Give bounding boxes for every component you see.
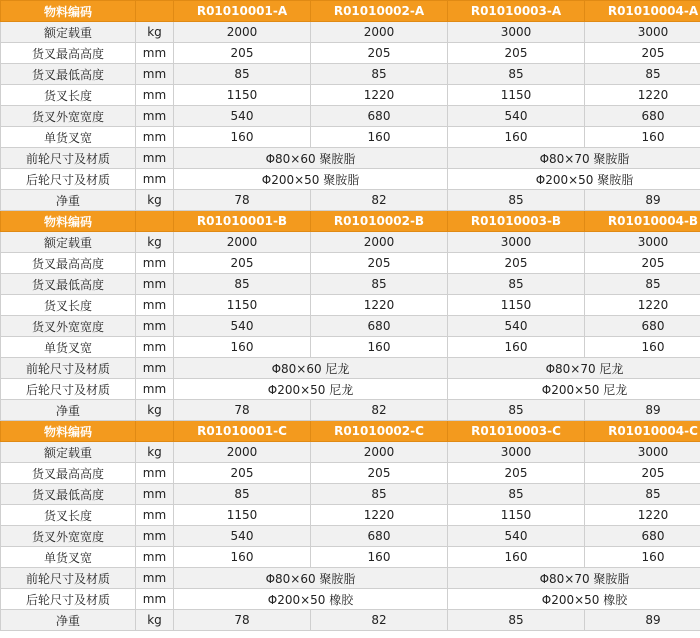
spec-value: 2000 [174, 442, 311, 463]
spec-unit: mm [136, 358, 174, 379]
spec-value: 85 [174, 64, 311, 85]
spec-value: 1220 [585, 505, 700, 526]
material-code: R01010003-A [448, 1, 585, 22]
material-code: R01010004-C [585, 421, 700, 442]
spec-value: 3000 [448, 22, 585, 43]
spec-row [1, 85, 700, 106]
spec-value-merged: Φ80×70 聚胺脂 [448, 148, 700, 169]
spec-row [1, 337, 700, 358]
header-unit-blank [136, 1, 174, 22]
spec-value: 160 [311, 337, 448, 358]
spec-value: 85 [585, 274, 700, 295]
spec-unit: mm [136, 526, 174, 547]
spec-value: 160 [174, 127, 311, 148]
spec-value: 1220 [585, 295, 700, 316]
spec-value: 3000 [585, 22, 700, 43]
material-code: R01010002-C [311, 421, 448, 442]
spec-row [1, 190, 700, 211]
spec-row [1, 106, 700, 127]
spec-value: 160 [585, 127, 700, 148]
spec-value: 540 [448, 526, 585, 547]
spec-value: 160 [448, 127, 585, 148]
spec-value: 85 [448, 400, 585, 421]
spec-unit: mm [136, 589, 174, 610]
spec-row [1, 484, 700, 505]
spec-name: 额定载重 [1, 22, 136, 43]
spec-value: 160 [174, 547, 311, 568]
spec-value: 205 [311, 43, 448, 64]
spec-name: 单货叉宽 [1, 547, 136, 568]
header-label: 物料编码 [1, 211, 136, 232]
spec-value: 540 [174, 106, 311, 127]
spec-value: 89 [585, 400, 700, 421]
spec-value: 1150 [448, 85, 585, 106]
spec-name: 货叉长度 [1, 85, 136, 106]
spec-name: 货叉外宽宽度 [1, 316, 136, 337]
spec-unit: kg [136, 610, 174, 631]
spec-value: 205 [174, 253, 311, 274]
spec-value: 85 [448, 484, 585, 505]
spec-value-merged: Φ200×50 聚胺脂 [174, 169, 448, 190]
spec-value: 82 [311, 610, 448, 631]
spec-value: 680 [585, 526, 700, 547]
spec-unit: kg [136, 232, 174, 253]
spec-unit: kg [136, 400, 174, 421]
header-row [1, 211, 700, 232]
spec-value: 680 [311, 106, 448, 127]
spec-name: 前轮尺寸及材质 [1, 568, 136, 589]
spec-value: 205 [448, 43, 585, 64]
spec-value: 205 [448, 463, 585, 484]
spec-value: 1150 [448, 295, 585, 316]
spec-value: 680 [311, 526, 448, 547]
spec-row [1, 274, 700, 295]
spec-value: 2000 [311, 232, 448, 253]
spec-unit: mm [136, 463, 174, 484]
material-code: R01010001-B [174, 211, 311, 232]
spec-value: 85 [448, 610, 585, 631]
spec-value: 1150 [448, 505, 585, 526]
spec-name: 前轮尺寸及材质 [1, 148, 136, 169]
spec-unit: mm [136, 568, 174, 589]
spec-value: 85 [585, 484, 700, 505]
spec-row [1, 463, 700, 484]
spec-name: 货叉最低高度 [1, 484, 136, 505]
spec-name: 后轮尺寸及材质 [1, 379, 136, 400]
spec-name: 货叉最高高度 [1, 43, 136, 64]
spec-unit: mm [136, 547, 174, 568]
spec-row [1, 442, 700, 463]
spec-name: 后轮尺寸及材质 [1, 169, 136, 190]
spec-value-merged: Φ80×70 聚胺脂 [448, 568, 700, 589]
material-code: R01010002-B [311, 211, 448, 232]
spec-name: 单货叉宽 [1, 337, 136, 358]
spec-value: 85 [174, 484, 311, 505]
material-code: R01010001-A [174, 1, 311, 22]
spec-unit: mm [136, 274, 174, 295]
spec-value-merged: Φ80×60 聚胺脂 [174, 568, 448, 589]
spec-unit: mm [136, 253, 174, 274]
spec-value: 205 [585, 253, 700, 274]
material-code: R01010004-A [585, 1, 700, 22]
spec-value: 1220 [311, 295, 448, 316]
spec-value: 160 [448, 337, 585, 358]
spec-value: 85 [585, 64, 700, 85]
spec-value-merged: Φ80×60 尼龙 [174, 358, 448, 379]
spec-value: 3000 [448, 442, 585, 463]
spec-value: 160 [311, 547, 448, 568]
spec-row [1, 547, 700, 568]
spec-name: 单货叉宽 [1, 127, 136, 148]
spec-value: 680 [311, 316, 448, 337]
spec-value: 85 [448, 190, 585, 211]
spec-value: 160 [174, 337, 311, 358]
spec-value: 78 [174, 610, 311, 631]
spec-value: 82 [311, 190, 448, 211]
spec-unit: mm [136, 295, 174, 316]
spec-value: 1220 [585, 85, 700, 106]
spec-unit: mm [136, 64, 174, 85]
spec-unit: kg [136, 22, 174, 43]
spec-unit: mm [136, 505, 174, 526]
spec-row [1, 610, 700, 631]
header-unit-blank [136, 421, 174, 442]
header-label: 物料编码 [1, 421, 136, 442]
spec-value: 205 [585, 463, 700, 484]
spec-row [1, 400, 700, 421]
material-code: R01010004-B [585, 211, 700, 232]
spec-value: 78 [174, 190, 311, 211]
header-row [1, 421, 700, 442]
spec-value: 85 [311, 484, 448, 505]
material-code: R01010002-A [311, 1, 448, 22]
spec-unit: mm [136, 43, 174, 64]
spec-row [1, 295, 700, 316]
spec-value: 3000 [585, 232, 700, 253]
spec-name: 货叉长度 [1, 505, 136, 526]
spec-value: 85 [448, 274, 585, 295]
spec-row [1, 127, 700, 148]
spec-value-merged: Φ200×50 尼龙 [174, 379, 448, 400]
spec-value: 85 [311, 64, 448, 85]
spec-name: 货叉外宽宽度 [1, 106, 136, 127]
spec-name: 货叉外宽宽度 [1, 526, 136, 547]
spec-value: 205 [311, 253, 448, 274]
spec-unit: mm [136, 484, 174, 505]
spec-unit: mm [136, 379, 174, 400]
spec-row [1, 316, 700, 337]
spec-value: 1150 [174, 295, 311, 316]
spec-value: 160 [448, 547, 585, 568]
spec-value: 205 [448, 253, 585, 274]
spec-name: 货叉最高高度 [1, 253, 136, 274]
spec-value: 85 [174, 274, 311, 295]
spec-row [1, 379, 700, 400]
spec-name: 额定载重 [1, 232, 136, 253]
spec-name: 后轮尺寸及材质 [1, 589, 136, 610]
spec-row [1, 253, 700, 274]
spec-value: 1220 [311, 505, 448, 526]
spec-name: 货叉长度 [1, 295, 136, 316]
spec-row [1, 43, 700, 64]
spec-unit: mm [136, 127, 174, 148]
material-code: R01010003-C [448, 421, 585, 442]
spec-value: 160 [585, 337, 700, 358]
spec-value: 680 [585, 316, 700, 337]
spec-value: 540 [448, 316, 585, 337]
spec-unit: mm [136, 337, 174, 358]
spec-name: 前轮尺寸及材质 [1, 358, 136, 379]
spec-value: 1150 [174, 505, 311, 526]
spec-value: 2000 [174, 232, 311, 253]
spec-row [1, 169, 700, 190]
spec-value: 3000 [448, 232, 585, 253]
spec-value: 85 [448, 64, 585, 85]
spec-value: 3000 [585, 442, 700, 463]
spec-value: 160 [311, 127, 448, 148]
spec-value: 78 [174, 400, 311, 421]
spec-value-merged: Φ200×50 橡胶 [448, 589, 700, 610]
spec-row [1, 526, 700, 547]
header-row [1, 1, 700, 22]
spec-unit: mm [136, 316, 174, 337]
spec-name: 净重 [1, 190, 136, 211]
spec-row [1, 568, 700, 589]
spec-value: 540 [174, 526, 311, 547]
material-code: R01010003-B [448, 211, 585, 232]
spec-row [1, 232, 700, 253]
spec-value: 2000 [311, 442, 448, 463]
spec-row [1, 589, 700, 610]
spec-name: 净重 [1, 400, 136, 421]
spec-value: 85 [311, 274, 448, 295]
spec-value: 540 [448, 106, 585, 127]
spec-name: 货叉最高高度 [1, 463, 136, 484]
spec-unit: kg [136, 442, 174, 463]
spec-value: 82 [311, 400, 448, 421]
spec-name: 额定载重 [1, 442, 136, 463]
spec-unit: mm [136, 169, 174, 190]
spec-unit: mm [136, 85, 174, 106]
spec-value: 2000 [311, 22, 448, 43]
spec-value-merged: Φ200×50 聚胺脂 [448, 169, 700, 190]
spec-value: 1220 [311, 85, 448, 106]
spec-value: 205 [174, 43, 311, 64]
spec-value: 160 [585, 547, 700, 568]
spec-value: 89 [585, 190, 700, 211]
material-code: R01010001-C [174, 421, 311, 442]
spec-value: 680 [585, 106, 700, 127]
spec-row [1, 22, 700, 43]
spec-value: 2000 [174, 22, 311, 43]
spec-value: 205 [174, 463, 311, 484]
header-label: 物料编码 [1, 1, 136, 22]
spec-value-merged: Φ80×70 尼龙 [448, 358, 700, 379]
spec-value-merged: Φ200×50 尼龙 [448, 379, 700, 400]
spec-value: 1150 [174, 85, 311, 106]
spec-row [1, 358, 700, 379]
spec-name: 货叉最低高度 [1, 274, 136, 295]
spec-value: 205 [585, 43, 700, 64]
spec-row [1, 505, 700, 526]
spec-name: 货叉最低高度 [1, 64, 136, 85]
spec-row [1, 64, 700, 85]
spec-value-merged: Φ80×60 聚胺脂 [174, 148, 448, 169]
spec-unit: mm [136, 106, 174, 127]
spec-unit: kg [136, 190, 174, 211]
spec-value-merged: Φ200×50 橡胶 [174, 589, 448, 610]
spec-unit: mm [136, 148, 174, 169]
spec-value: 205 [311, 463, 448, 484]
spec-name: 净重 [1, 610, 136, 631]
header-unit-blank [136, 211, 174, 232]
spec-row [1, 148, 700, 169]
spec-value: 89 [585, 610, 700, 631]
spec-value: 540 [174, 316, 311, 337]
